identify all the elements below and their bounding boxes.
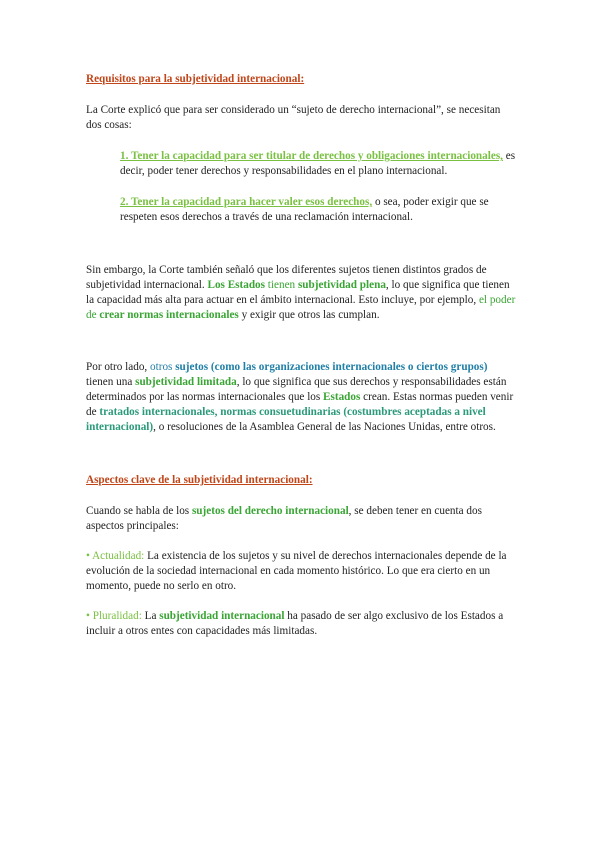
- highlight-subjetividad-limitada: subjetividad limitada: [135, 376, 237, 388]
- requirement-1-text: es decir, poder tener derechos y responsabilidades en el plano internacional.: [120, 150, 516, 177]
- text-run-green: el poder de: [86, 294, 516, 321]
- requirement-item-2: [86, 195, 516, 225]
- text-run: , se deben tener en cuenta dos aspectos principales:: [86, 505, 482, 532]
- aspectos-intro: [86, 504, 516, 534]
- requirement-2-highlight: 2. Tener la capacidad para hacer valer esos derechos,: [120, 196, 373, 208]
- text-run: ha pasado de ser algo exclusivo de los Estados a incluir a otros entes con capacidades más limitadas.: [86, 610, 504, 637]
- aspect-label-pluralidad: • Pluralidad:: [86, 610, 142, 622]
- highlight-tratados: tratados internacionales, normas consuetudinarias (costumbres aceptadas a nivel internacional): [86, 406, 486, 433]
- text-run: La: [141, 610, 160, 622]
- paragraph-otros-sujetos: [86, 360, 516, 435]
- text-run: , o resoluciones de la Asamblea General de las Naciones Unidas, entre otros.: [153, 421, 496, 433]
- highlight-estados-2: Estados: [323, 391, 361, 403]
- highlight-otros-sujetos: sujetos (como las organizaciones internacionales o ciertos grupos): [175, 361, 488, 373]
- text-run-blue: otros: [150, 361, 176, 373]
- highlight-subjetividad-plena: subjetividad plena: [297, 279, 386, 291]
- text-run: Cuando se habla de los: [86, 505, 192, 517]
- highlight-estados: Los Estados: [207, 279, 265, 291]
- section-heading-requisitos: Requisitos para la subjetividad internacional:: [86, 73, 305, 85]
- aspect-label-actualidad: • Actualidad:: [86, 550, 145, 562]
- text-run: crean. Estas normas pueden venir de: [86, 391, 514, 418]
- document-page: [86, 68, 516, 639]
- text-run: Sin embargo, la Corte también señaló que los diferentes sujetos tienen distintos grados de subjetividad internacional.: [86, 264, 487, 291]
- highlight-subjetividad-internacional: subjetividad internacional: [159, 610, 285, 622]
- text-run: Por otro lado,: [86, 361, 151, 373]
- text-run-green: tienen: [265, 279, 298, 291]
- aspect-pluralidad: [86, 609, 516, 639]
- section-heading-aspectos: Aspectos clave de la subjetividad internacional:: [86, 474, 313, 486]
- requirement-2-text: o sea, poder exigir que se respeten esos derechos a través de una reclamación internacional.: [120, 196, 489, 223]
- text-run: tienen una: [86, 376, 136, 388]
- requirement-item-1: [86, 149, 516, 179]
- aspect-actualidad: [86, 549, 516, 594]
- aspect-text-actualidad: La existencia de los sujetos y su nivel de derechos internacionales depende de la evolución de la sociedad internacional en cada momento histórico. Lo que era cierto en un momento, puede no serlo en otro.: [86, 550, 507, 592]
- text-run: , lo que significa que tienen la capacidad más alta para actuar en el ámbito internacional. Esto incluye, por ejemplo,: [86, 279, 510, 306]
- paragraph-grados: [86, 263, 516, 323]
- text-run: , lo que significa que sus derechos y responsabilidades están determinados por las normas internacionales que los: [86, 376, 507, 403]
- highlight-sujetos-derecho: sujetos del derecho internacional: [191, 505, 349, 517]
- intro-paragraph: La Corte explicó que para ser considerado un “sujeto de derecho internacional”, se necesitan dos cosas:: [86, 104, 501, 131]
- text-run: y exigir que otros las cumplan.: [238, 309, 380, 321]
- highlight-crear-normas: crear normas internacionales: [99, 309, 239, 321]
- requirement-1-highlight: 1. Tener la capacidad para ser titular de derechos y obligaciones internacionales,: [120, 150, 503, 162]
